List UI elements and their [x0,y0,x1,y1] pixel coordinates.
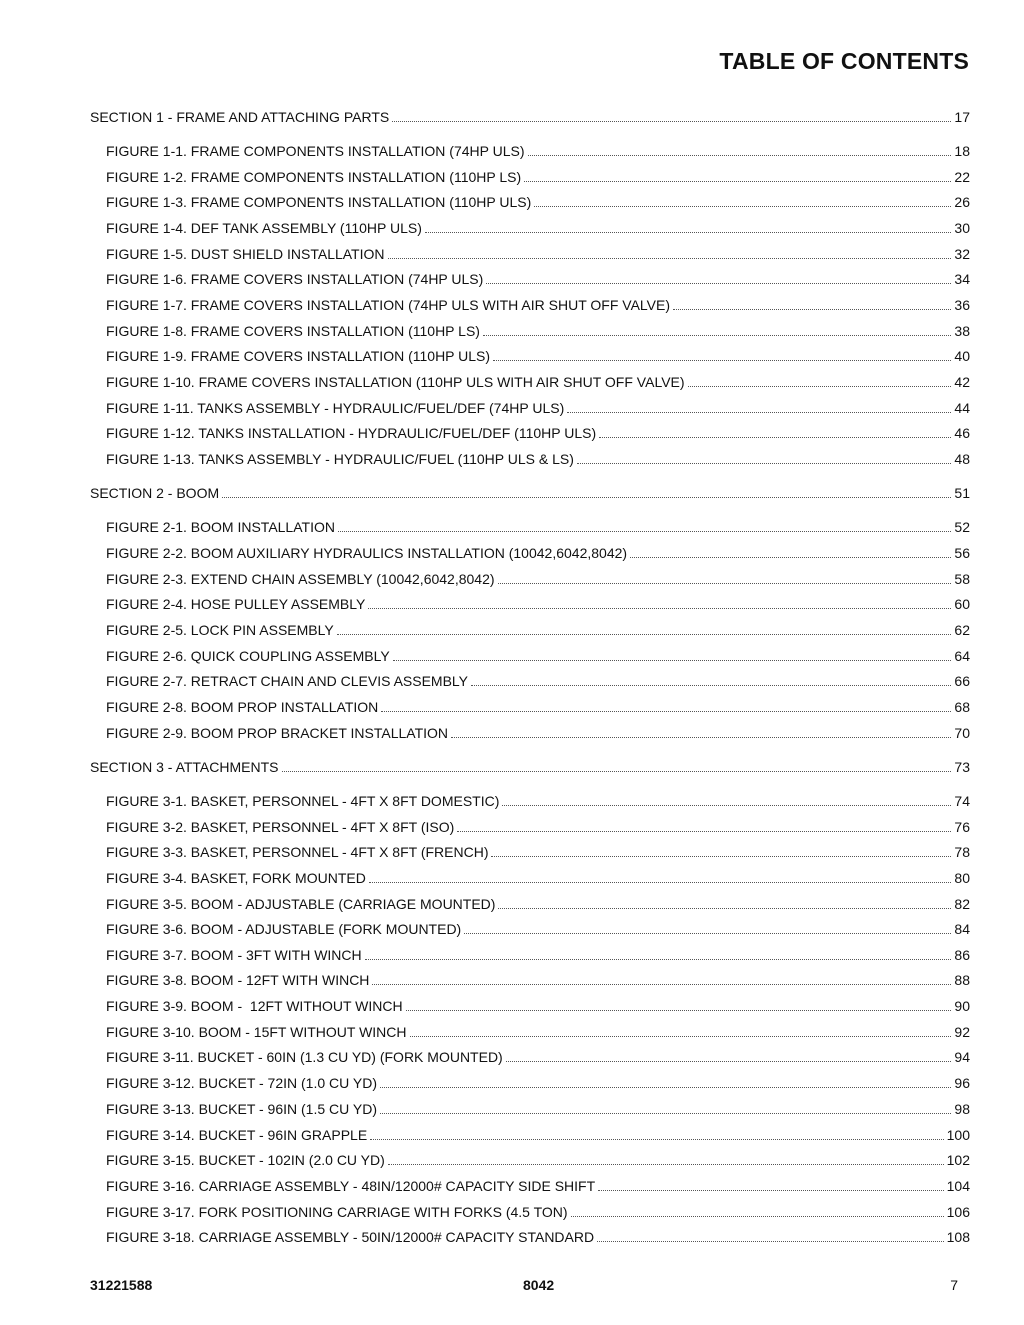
entry-label: FIGURE 2-5. LOCK PIN ASSEMBLY [106,622,334,638]
entry-label: FIGURE 1-2. FRAME COMPONENTS INSTALLATION (110HP LS) [106,169,522,185]
entry-page: 34 [954,271,970,287]
entry-page: 18 [954,143,970,159]
entry-label: FIGURE 3-10. BOOM - 15FT WITHOUT WINCH [106,1024,407,1040]
page-title: TABLE OF CONTENTS [719,48,969,74]
toc-figure-entry[interactable] [106,1151,970,1169]
toc-figure-entry[interactable] [106,698,970,716]
entry-page: 22 [954,169,970,185]
toc-figure-entry[interactable] [106,193,970,211]
entry-label: FIGURE 2-2. BOOM AUXILIARY HYDRAULICS INSTALLATION (10042,6042,8042) [106,545,628,561]
entry-page: 84 [954,921,970,937]
entry-page: 58 [954,571,970,587]
toc-figure-entry[interactable] [106,518,970,536]
leader-dots [380,1112,951,1114]
leader-dots [673,308,951,310]
entry-page: 42 [954,374,970,390]
leader-dots [688,385,952,387]
entry-page: 52 [954,519,970,535]
entry-label: FIGURE 1-3. FRAME COMPONENTS INSTALLATION (110HP ULS) [106,194,532,210]
toc-figure-entry[interactable] [106,450,970,468]
entry-label: FIGURE 3-4. BASKET, FORK MOUNTED [106,870,366,886]
toc-figure-entry[interactable] [106,869,970,887]
entry-label: FIGURE 2-4. HOSE PULLEY ASSEMBLY [106,596,366,612]
leader-dots [598,1189,944,1191]
entry-label: FIGURE 1-6. FRAME COVERS INSTALLATION (74HP ULS) [106,271,484,287]
leader-dots [493,359,951,361]
toc-figure-entry[interactable] [106,997,970,1015]
leader-dots [567,411,951,413]
entry-label: FIGURE 1-13. TANKS ASSEMBLY - HYDRAULIC/FUEL (110HP ULS & LS) [106,451,574,467]
entry-label: FIGURE 1-7. FRAME COVERS INSTALLATION (74HP ULS WITH AIR SHUT OFF VALVE) [106,297,670,313]
toc-figure-entry[interactable] [106,595,970,613]
toc-figure-entry[interactable] [106,1074,970,1092]
entry-label: FIGURE 3-1. BASKET, PERSONNEL - 4FT X 8FT DOMESTIC) [106,793,500,809]
entry-page: 74 [954,793,970,809]
entry-page: 104 [946,1178,970,1194]
toc-figure-entry[interactable] [106,971,970,989]
leader-dots [599,436,951,438]
entry-label: FIGURE 3-18. CARRIAGE ASSEMBLY - 50IN/12000# CAPACITY STANDARD [106,1229,595,1245]
leader-dots [630,556,951,558]
toc-figure-entry[interactable] [106,647,970,665]
entry-page: 68 [954,699,970,715]
toc-figure-entry[interactable] [106,322,970,340]
leader-dots [571,1215,944,1217]
toc-figure-entry[interactable] [106,570,970,588]
toc-figure-entry[interactable] [106,399,970,417]
toc-figure-entry[interactable] [106,1228,970,1246]
entry-page: 80 [954,870,970,886]
entry-label: FIGURE 3-14. BUCKET - 96IN GRAPPLE [106,1127,368,1143]
entry-page: 106 [946,1204,970,1220]
entry-page: 32 [954,246,970,262]
toc-figure-entry[interactable] [106,946,970,964]
entry-page: 51 [954,485,970,501]
toc-figure-entry[interactable] [106,724,970,742]
entry-page: 40 [954,348,970,364]
leader-dots [534,205,951,207]
toc-figure-entry[interactable] [106,1203,970,1221]
entry-page: 98 [954,1101,970,1117]
entry-label: FIGURE 1-12. TANKS INSTALLATION - HYDRAULIC/FUEL/DEF (110HP ULS) [106,425,597,441]
toc-figure-entry[interactable] [106,270,970,288]
leader-dots [483,334,951,336]
leader-dots [457,830,951,832]
leader-dots [486,282,951,284]
entry-label: FIGURE 3-17. FORK POSITIONING CARRIAGE WITH FORKS (4.5 TON) [106,1204,568,1220]
footer-part-number: 31221588 [90,1277,153,1293]
entry-label: FIGURE 2-3. EXTEND CHAIN ASSEMBLY (10042,6042,8042) [106,571,495,587]
leader-dots [502,804,951,806]
leader-dots [338,530,951,532]
entry-page: 70 [954,725,970,741]
toc-figure-entry[interactable] [106,373,970,391]
leader-dots [524,180,951,182]
entry-page: 36 [954,297,970,313]
toc-figure-entry[interactable] [106,621,970,639]
entry-page: 100 [946,1127,970,1143]
entry-page: 17 [954,109,970,125]
entry-label: SECTION 3 - ATTACHMENTS [90,759,279,775]
entry-page: 44 [954,400,970,416]
entry-label: FIGURE 1-4. DEF TANK ASSEMBLY (110HP ULS) [106,220,422,236]
entry-label: FIGURE 2-6. QUICK COUPLING ASSEMBLY [106,648,390,664]
leader-dots [410,1035,952,1037]
entry-label: FIGURE 3-13. BUCKET - 96IN (1.5 CU YD) [106,1101,377,1117]
leader-dots [381,710,951,712]
entry-label: FIGURE 2-7. RETRACT CHAIN AND CLEVIS ASSEMBLY [106,673,469,689]
entry-label: FIGURE 1-5. DUST SHIELD INSTALLATION [106,246,385,262]
toc-figure-entry[interactable] [106,544,970,562]
toc-section-entry[interactable] [90,758,970,776]
leader-dots [369,881,952,883]
toc-figure-entry[interactable] [106,1126,970,1144]
entry-page: 92 [954,1024,970,1040]
toc-section-entry[interactable] [90,108,970,126]
toc-figure-entry[interactable] [106,347,970,365]
entry-label: FIGURE 3-15. BUCKET - 102IN (2.0 CU YD) [106,1152,385,1168]
leader-dots [491,855,951,857]
leader-dots [498,582,952,584]
entry-label: SECTION 1 - FRAME AND ATTACHING PARTS [90,109,390,125]
toc-figure-entry[interactable] [106,920,970,938]
entry-page: 60 [954,596,970,612]
toc-figure-entry[interactable] [106,1023,970,1041]
toc-figure-entry[interactable] [106,1177,970,1195]
leader-dots [368,607,951,609]
leader-dots [222,496,951,498]
leader-dots [425,231,952,233]
leader-dots [597,1240,944,1242]
entry-page: 86 [954,947,970,963]
entry-label: SECTION 2 - BOOM [90,485,220,501]
leader-dots [406,1009,952,1011]
entry-page: 78 [954,844,970,860]
entry-page: 76 [954,819,970,835]
entry-label: FIGURE 3-16. CARRIAGE ASSEMBLY - 48IN/12000# CAPACITY SIDE SHIFT [106,1178,596,1194]
entry-page: 46 [954,425,970,441]
entry-label: FIGURE 2-8. BOOM PROP INSTALLATION [106,699,379,715]
footer-page-number: 7 [950,1277,958,1293]
entry-label: FIGURE 1-10. FRAME COVERS INSTALLATION (110HP ULS WITH AIR SHUT OFF VALVE) [106,374,685,390]
toc-figure-entry[interactable] [106,168,970,186]
toc-figure-entry[interactable] [106,1048,970,1066]
toc-figure-entry[interactable] [106,245,970,263]
toc-figure-entry[interactable] [106,895,970,913]
entry-page: 62 [954,622,970,638]
entry-page: 48 [954,451,970,467]
leader-dots [372,983,951,985]
entry-page: 102 [946,1152,970,1168]
leader-dots [392,120,951,122]
leader-dots [337,633,952,635]
entry-page: 73 [954,759,970,775]
toc-figure-entry[interactable] [106,219,970,237]
entry-page: 56 [954,545,970,561]
toc-figure-entry[interactable] [106,296,970,314]
leader-dots [393,659,952,661]
entry-page: 96 [954,1075,970,1091]
footer-model: 8042 [523,1277,555,1293]
entry-page: 64 [954,648,970,664]
entry-page: 66 [954,673,970,689]
entry-page: 94 [954,1049,970,1065]
entry-page: 88 [954,972,970,988]
toc-figure-entry[interactable] [106,843,970,861]
entry-label: FIGURE 1-1. FRAME COMPONENTS INSTALLATION (74HP ULS) [106,143,525,159]
entry-label: FIGURE 3-2. BASKET, PERSONNEL - 4FT X 8FT (ISO) [106,819,455,835]
entry-label: FIGURE 1-11. TANKS ASSEMBLY - HYDRAULIC/FUEL/DEF (74HP ULS) [106,400,565,416]
entry-page: 82 [954,896,970,912]
entry-page: 26 [954,194,970,210]
entry-page: 30 [954,220,970,236]
leader-dots [380,1086,951,1088]
entry-label: FIGURE 3-6. BOOM - ADJUSTABLE (FORK MOUNTED) [106,921,462,937]
entry-label: FIGURE 3-9. BOOM - 12FT WITHOUT WINCH [106,998,403,1014]
leader-dots [528,154,952,156]
leader-dots [388,257,952,259]
leader-dots [471,684,951,686]
toc-figure-entry[interactable] [106,1100,970,1118]
leader-dots [365,958,952,960]
entry-label: FIGURE 3-3. BASKET, PERSONNEL - 4FT X 8FT (FRENCH) [106,844,489,860]
leader-dots [506,1060,952,1062]
entry-label: FIGURE 3-5. BOOM - ADJUSTABLE (CARRIAGE MOUNTED) [106,896,496,912]
leader-dots [451,736,951,738]
entry-label: FIGURE 1-8. FRAME COVERS INSTALLATION (110HP LS) [106,323,480,339]
toc-figure-entry[interactable] [106,424,970,442]
toc-figure-entry[interactable] [106,792,970,810]
leader-dots [370,1138,943,1140]
toc-figure-entry[interactable] [106,672,970,690]
leader-dots [498,907,951,909]
leader-dots [388,1163,944,1165]
entry-page: 38 [954,323,970,339]
entry-page: 90 [954,998,970,1014]
leader-dots [282,770,952,772]
toc-section-entry[interactable] [90,484,970,502]
entry-label: FIGURE 2-1. BOOM INSTALLATION [106,519,335,535]
entry-label: FIGURE 2-9. BOOM PROP BRACKET INSTALLATION [106,725,449,741]
entry-label: FIGURE 3-8. BOOM - 12FT WITH WINCH [106,972,370,988]
entry-page: 108 [946,1229,970,1245]
toc-figure-entry[interactable] [106,142,970,160]
entry-label: FIGURE 3-12. BUCKET - 72IN (1.0 CU YD) [106,1075,377,1091]
entry-label: FIGURE 3-7. BOOM - 3FT WITH WINCH [106,947,362,963]
entry-label: FIGURE 1-9. FRAME COVERS INSTALLATION (110HP ULS) [106,348,491,364]
toc-figure-entry[interactable] [106,818,970,836]
leader-dots [577,462,952,464]
entry-label: FIGURE 3-11. BUCKET - 60IN (1.3 CU YD) (FORK MOUNTED) [106,1049,503,1065]
leader-dots [464,932,951,934]
